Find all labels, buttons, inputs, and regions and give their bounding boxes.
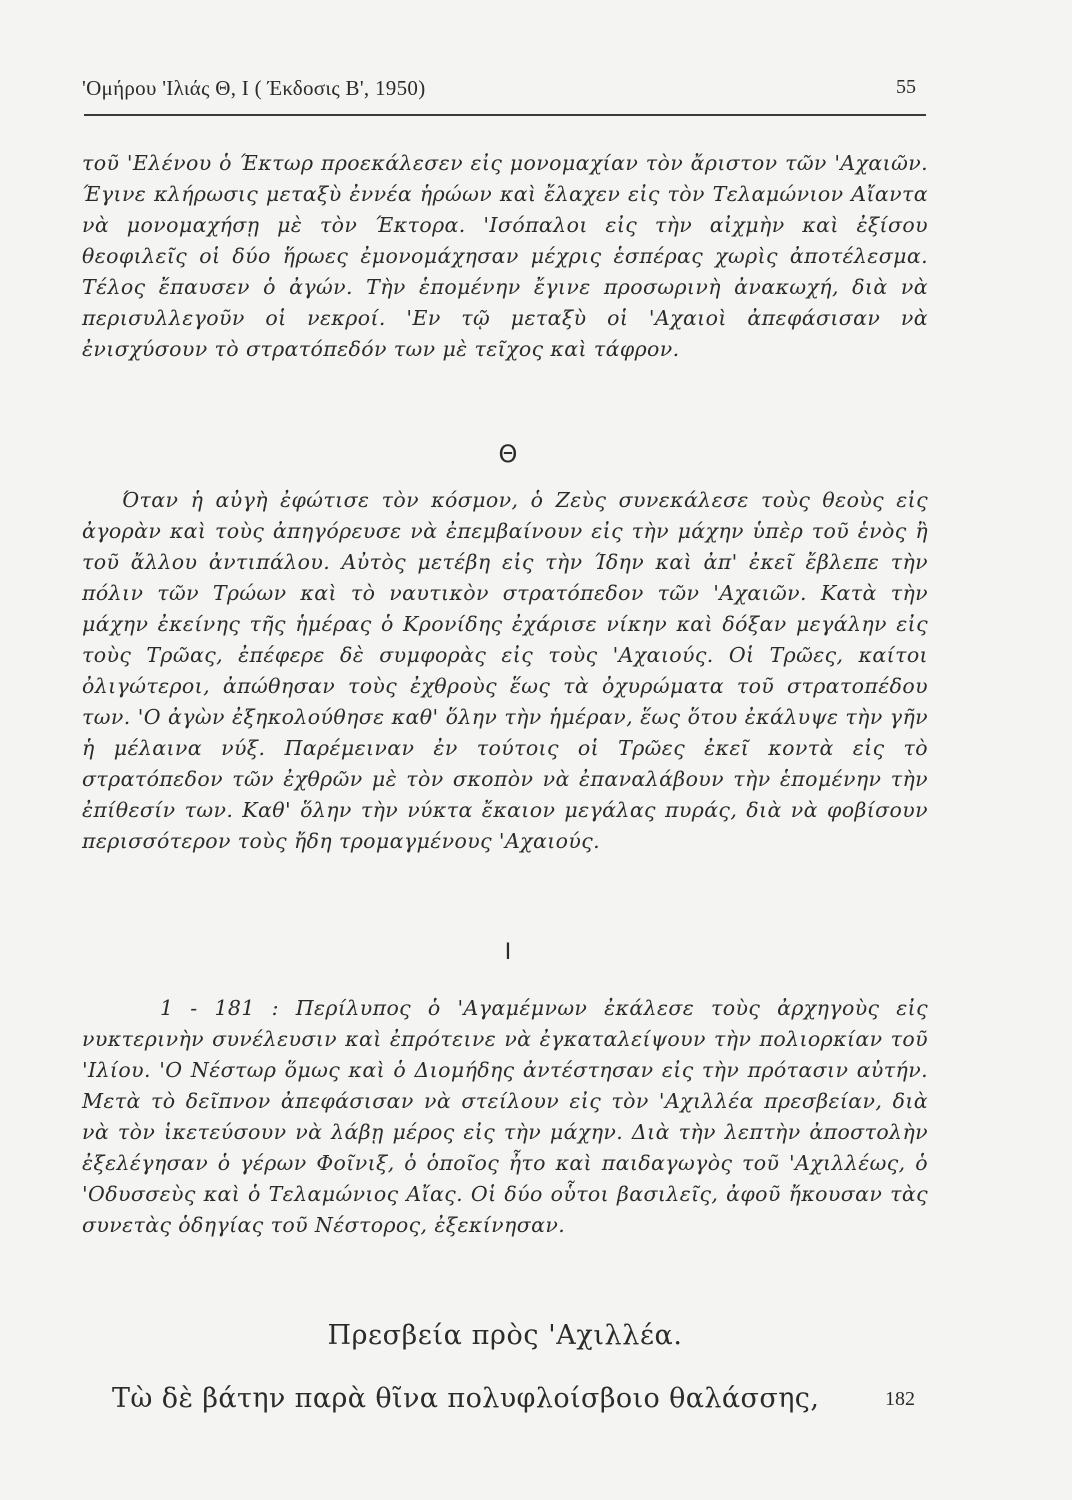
- summary-paragraph-2: Όταν ἡ αὐγὴ ἐφώτισε τὸν κόσμον, ὁ Ζεὺς συνεκάλεσε τοὺς θεοὺς εἰς ἀγορὰν καὶ τοὺς ἀπηγόρευσε νὰ ἐπεμβαίνουν εἰς τὴν μάχην ὑπὲρ τοῦ ἑνὸς ἢ τοῦ ἄλλου ἀντιπάλου. Αὐτὸς μετέβη εἰς τὴν Ίδην καὶ ἀπ' ἐκεῖ ἔβλεπε τὴν πόλιν τῶν Τρώων καὶ τὸ ναυτικὸν στρατόπεδον τῶν 'Αχαιῶν. Κατὰ τὴν μάχην ἐκείνης τῆς ἡμέρας ὁ Κρονίδης ἐχάρισε νίκην καὶ δόξαν μεγάλην εἰς τοὺς Τρῶας, ἐπέφερε δὲ συμφορὰς εἰς τοὺς 'Αχαιούς. Οἱ Τρῶες, καίτοι ὀλιγώτεροι, ἀπώθησαν τοὺς ἐχθροὺς ἕως τὰ ὀχυρώματα τοῦ στρατοπέδου των. 'Ο ἀγὼν ἐξηκολούθησε καθ' ὅλην τὴν ἡμέραν, ἕως ὅτου ἐκάλυψε τὴν γῆν ἡ μέλαινα νύξ. Παρέμειναν ἐν τούτοις οἱ Τρῶες ἐκεῖ κοντὰ εἰς τὸ στρατόπεδον τῶν ἐχθρῶν μὲ τὸν σκοπὸν νὰ ἐπαναλάβουν τὴν ἑπομένην τὴν ἐπίθεσίν των. Καθ' ὅλην τὴν νύκτα ἔκαιον μεγάλας πυράς, διὰ νὰ φοβίσουν περισσότερον τοὺς ἤδη τρομαγμένους 'Αχαιούς.: [82, 488, 928, 853]
- book-marker-theta: Θ: [498, 440, 518, 468]
- section-heading: Πρεσβεία πρὸς 'Αχιλλέα.: [327, 1320, 683, 1351]
- header-rule: [84, 114, 926, 116]
- running-header: [82, 76, 924, 110]
- page-number: 55: [896, 76, 916, 98]
- summary-paragraph-1: τοῦ 'Ελένου ὁ Έκτωρ προεκάλεσεν εἰς μονομαχίαν τὸν ἄριστον τῶν 'Αχαιῶν. Έγινε κλήρωσις μεταξὺ ἐννέα ἡρώων καὶ ἔλαχεν εἰς τὸν Τελαμώνιον Αἴαντα νὰ μονομαχήσῃ μὲ τὸν Έκτορα. 'Ισόπαλοι εἰς τὴν αἰχμὴν καὶ ἐξίσου θεοφιλεῖς οἱ δύο ἥρωες ἐμονομάχησαν μέχρις ἑσπέρας χωρὶς ἀποτέλεσμα. Τέλος ἔπαυσεν ὁ ἀγών. Τὴν ἑπομένην ἔγινε προσωρινὴ ἀνακωχή, διὰ νὰ περισυλλεγοῦν οἱ νεκροί. 'Εν τῷ μεταξὺ οἱ 'Αχαιοὶ ἀπεφάσισαν νὰ ἐνισχύσουν τὸ στρατόπεδόν των μὲ τεῖχος καὶ τάφρον.: [82, 151, 928, 361]
- book-marker-iota: Ι: [504, 938, 512, 965]
- summary-paragraph-3: 1 - 181 : Περίλυπος ὁ 'Αγαμέμνων ἐκάλεσε τοὺς ἀρχηγοὺς εἰς νυκτερινὴν συνέλευσιν καὶ ἐπρότεινε νὰ ἐγκαταλείψουν τὴν πολιορκίαν τοῦ 'Ιλίου. 'Ο Νέστωρ ὅμως καὶ ὁ Διομήδης ἀντέστησαν εἰς τὴν πρότασιν αὐτήν. Μετὰ τὸ δεῖπνον ἀπεφάσισαν νὰ στείλουν εἰς τὸν 'Αχιλλέα πρεσβείαν, διὰ νὰ τὸν ἱκετεύσουν νὰ λάβῃ μέρος εἰς τὴν μάχην. Διὰ τὴν λεπτὴν ἀποστολὴν ἐξελέγησαν ὁ γέρων Φοῖνιξ, ὁ ὁποῖος ἦτο καὶ παιδαγωγὸς τοῦ 'Αχιλλέως, ὁ 'Οδυσσεὺς καὶ ὁ Τελαμώνιος Αἴας. Οἱ δύο οὗτοι βασιλεῖς, ἀφοῦ ἤκουσαν τὰς συνετὰς ὁδηγίας τοῦ Νέστορος, ἐξεκίνησαν.: [82, 996, 928, 1237]
- running-title: 'Ομήρου 'Ιλιάς Θ, Ι ( Έκδοσις Β', 1950): [82, 76, 426, 100]
- verse-line-number: 182: [885, 1388, 915, 1410]
- verse-line: Τὼ δὲ βάτην παρὰ θῖνα πολυφλοίσβοιο θαλάσσης,: [112, 1383, 820, 1414]
